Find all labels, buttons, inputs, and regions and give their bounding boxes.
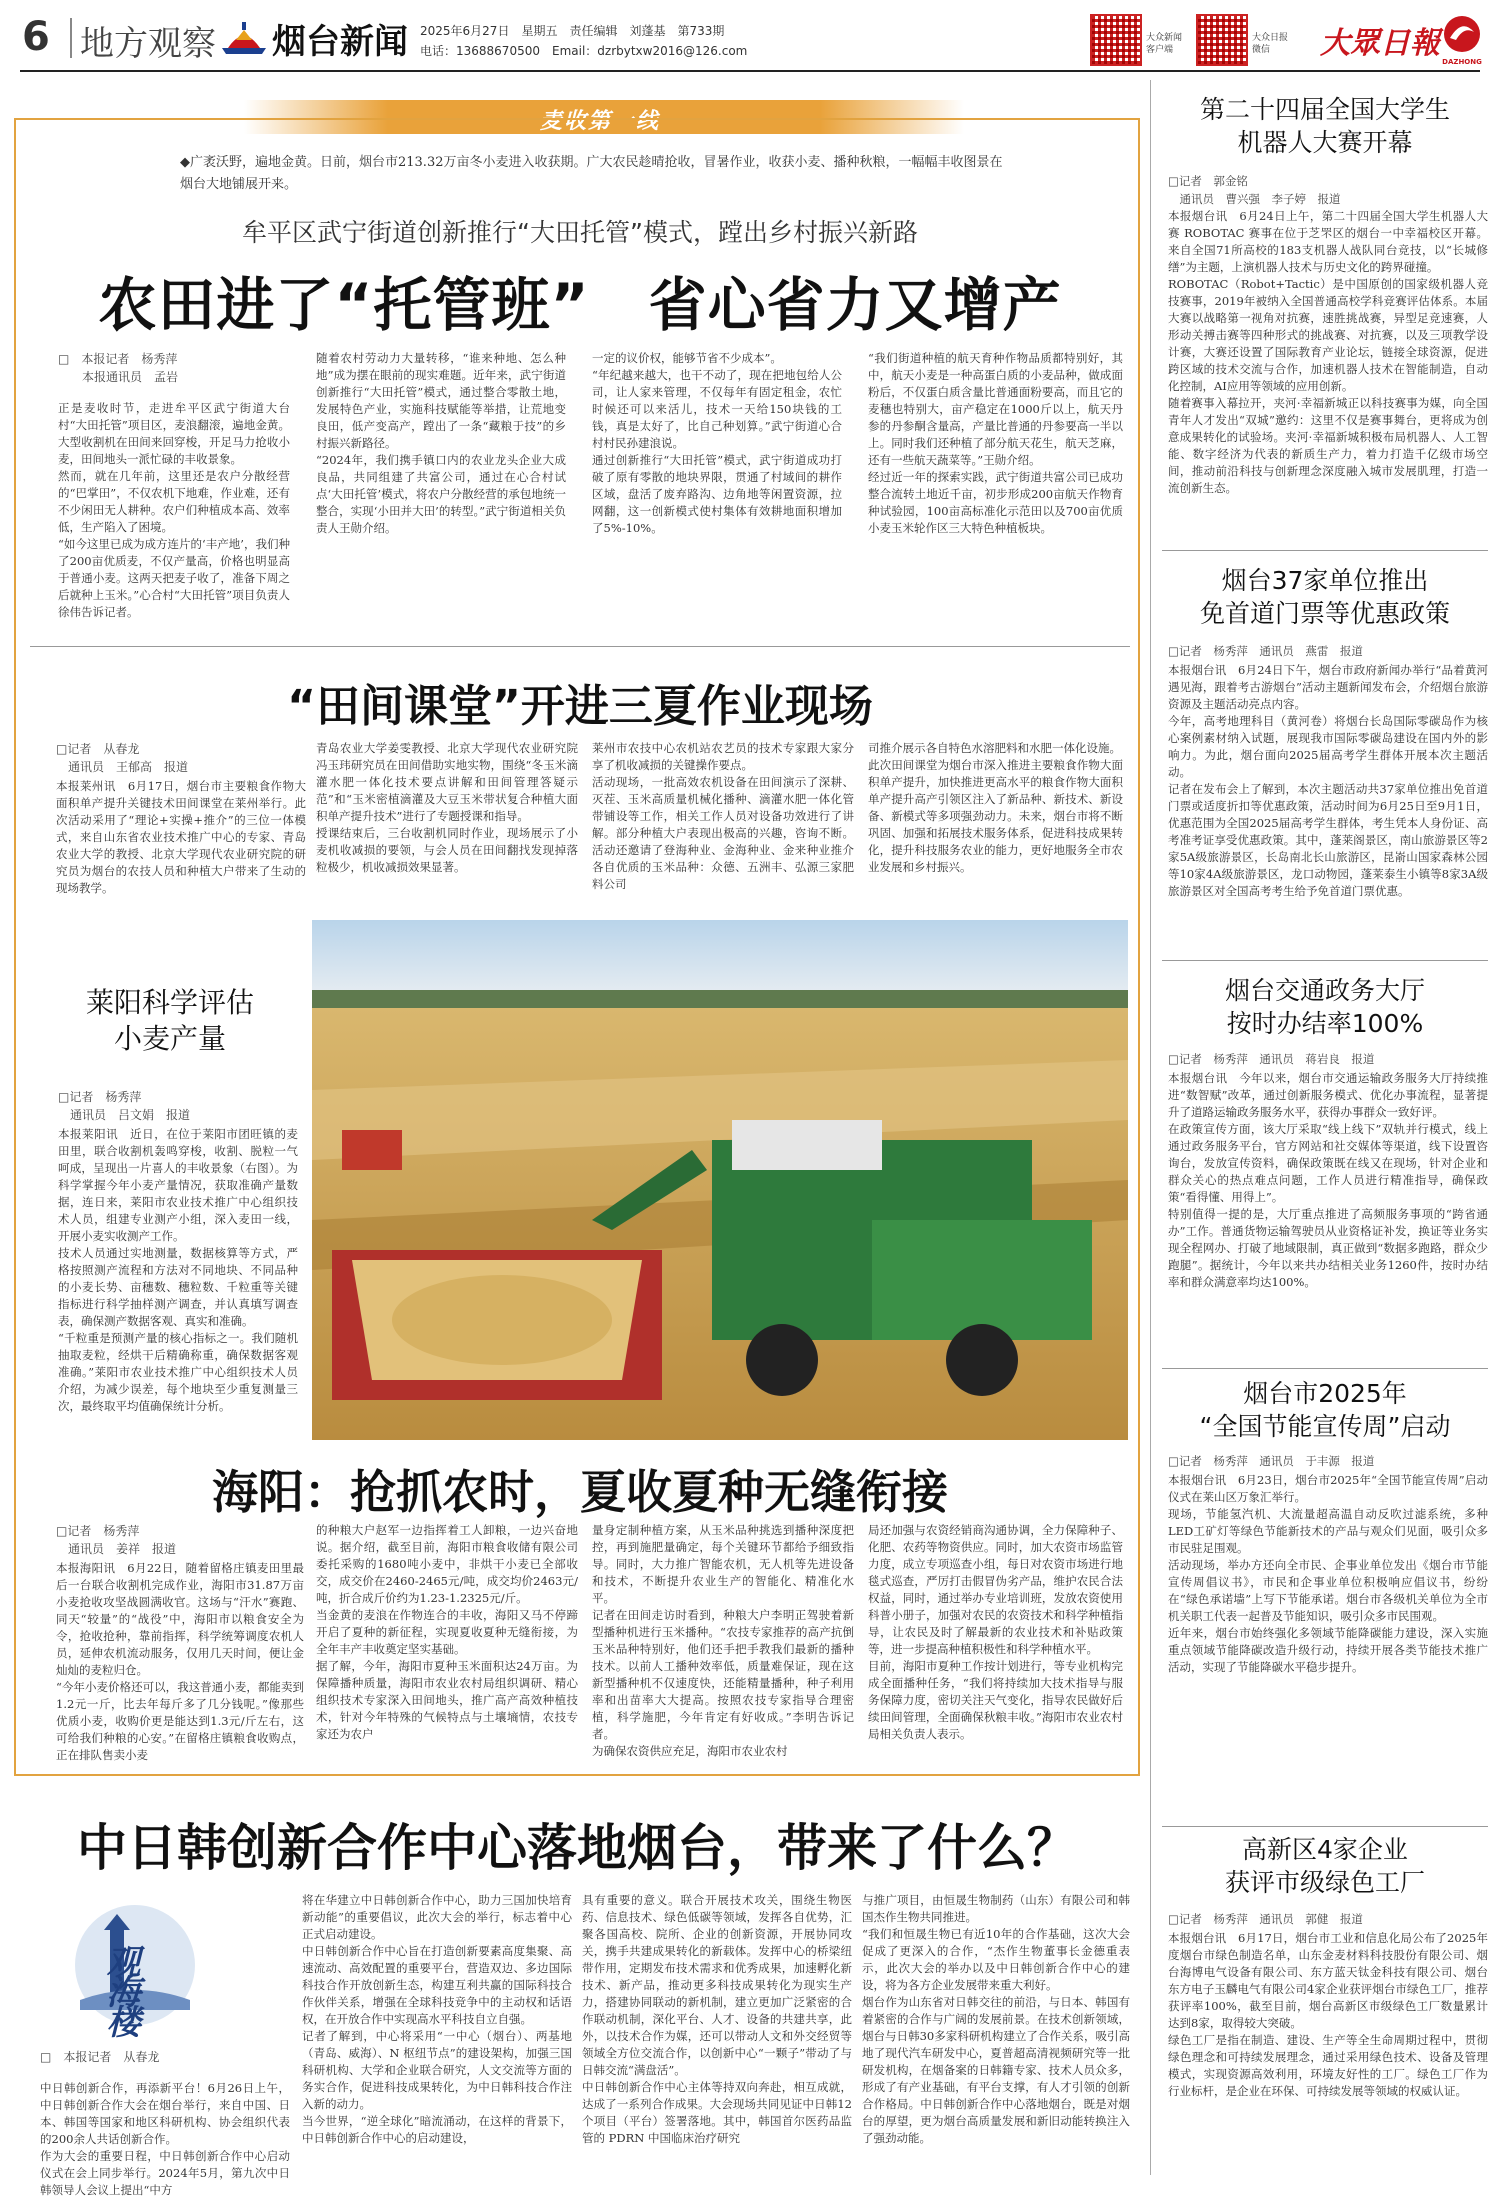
story2-col3: 莱州市农技中心农机站农艺员的技术专家跟大家分享了机收减损的关键操作要点。 活动现场，一批高效农机设备在田间演示了深耕、灭茬、玉米高质量机械化播种、滴灌水肥一体化管带铺设等工作，相关工作人员对设备功效进行了讲解。部分种植大户表现出极高的兴趣，咨询不断。活动还邀请了登海种业、金海种业、金来种业推介各自优质的玉米品种：众德、五洲丰、弘源三家肥料公司	[592, 741, 854, 891]
side4-headline: 烟台市2025年 “全国节能宣传周”启动	[1199, 1379, 1451, 1441]
banner-label: 麦收第一线	[539, 109, 660, 134]
qr1-caption: 大众新闻 客户端	[1146, 33, 1183, 55]
story4-col2: 的种粮大户赵军一边指挥着工人卸粮，一边兴奋地说。据介绍，截至目前，海阳市粮食收储有限公司委托采购的1680吨小麦中，非烘干小麦已全部收交，成交价在2460-2465元/吨，成交均价2463元/吨，折合成斤价约为1.23-1.2325元/斤。 当金黄的麦浪在作物连合的丰收，海阳又马不停蹄开启了夏种的新征程，实现夏收夏种无缝衔接，为全年丰产丰收奠定坚实基础。 据了解，今年，海阳市夏种玉米面积达24万亩。为保障播种质量，海阳市农业农村局组织调研、精心组织技术专家深入田间地头，推广高产高效种植技术，针对今年特殊的气候特点与土壤墒情，农技专家还为农户	[316, 1523, 578, 1741]
story5-byline: □ 本报记者 从春龙	[40, 2050, 160, 2064]
masthead: 大眾日報	[1320, 26, 1440, 61]
side4-body: 本报烟台讯 6月23日，烟台市2025年“全国节能宣传周”启动仪式在莱山区万象汇举行。 现场，节能氢汽机、大流量超高温自动反吹过滤系统，多种LED工矿灯等绿色节能新技术的产品与观众们见面，吸引众多市民驻足围观。 活动现场，举办方还向全市民、企事业单位发出《烟台市节能宣传周倡议书》，市民和企事业单位积极响应倡议书，纷纷在“绿色承诺墙”上写下节能承诺。烟台市各级机关单位为全市机关职工代表一起普及节能知识，吸引众多市民围观。 近年来，烟台市始终强化多领域节能降碳能力建设，深入实施重点领域节能降碳改造升级行动，持续开展各类节能技术推广活动，实现了节能降碳水平稳步提升。	[1168, 1473, 1488, 1674]
story2-byline: □记者 从春龙 通讯员 王郁高 报道	[56, 742, 189, 774]
story5-col3: 具有重要的意义。联合开展技术攻关，围绕生物医药、信息技术、绿色低碳等领域，发挥各自优势，汇聚各国高校、院所、企业的创新资源，开展协同攻关，携手共建成果转化的新载体。发挥中心的桥梁纽带作用，定期发布技术需求和优秀成果，加速孵化新技术、新产品，推动更多科技成果转化为现实生产力，搭建协同联动的新机制，建立更加广泛紧密的合作联动机制，深化平台、人才、设备的共建共享，此外，以技术合作为媒，还可以带动人文和外交经贸等领域全方位交流合作，以创新中心“一颗子”带动了与日韩交流“满盘活”。 中日韩创新合作中心主体等持双向奔赴，相互成就，达成了一系列合作成果。大会现场共同见证中日韩12个项目（平台）签署落地。其中，韩国首尔医药品监管的 PDRN 中国临床治疗研究	[582, 1893, 852, 2145]
story1-col4: “我们街道种植的航天育种作物品质都特别好，其中，航天小麦是一种高蛋白质的小麦品种，做成面粉后，不仅蛋白质含量比普通面粉要高，而且它的麦穗也特别大，亩产稳定在1000斤以上，航天丹参的丹参酮含量高，产量比普通的丹参要高一半以上。同时我们还种植了部分航天花生，航天芝麻，还有一些航天蔬菜等。”王勋介绍。 经过近一年的探索实践，武宁街道共富公司已成功整合流转土地近千亩，初步形成200亩航天作物育种试验园，100亩高标准化示范田以及700亩优质小麦玉米轮作区三大特色种植板块。	[868, 351, 1123, 535]
side1-headline: 第二十四届全国大学生 机器人大赛开幕	[1199, 95, 1450, 157]
date-line: 2025年6月27日 星期五 责任编辑 刘蓬基 第733期	[420, 24, 725, 38]
story1-col2: 随着农村劳动力大量转移，“谁来种地、怎么种地”成为摆在眼前的现实难题。近年来，武宁街道创新推行“大田托管”模式，通过整合零散土地，发展特色产业，实施科技赋能等举措，让荒地变良田，低产变高产，蹚出了一条“藏粮于技”的乡村振兴新路径。 “2024年，我们携手镇口内的农业龙头企业大成良品，共同组建了共富公司，通过在心合村试点‘大田托管’模式，将农户分散经营的承包地统一整合，实现‘小田并大田’的转型。”武宁街道相关负责人王勋介绍。	[316, 351, 566, 535]
qr-code-wechat[interactable]	[1196, 14, 1248, 66]
side2-byline: □记者 杨秀萍 通讯员 燕雷 报道	[1168, 644, 1363, 658]
story3-byline: □记者 杨秀萍 通讯员 吕文娟 报道	[58, 1090, 191, 1122]
story4-headline: 海阳：抢抓农时，夏收夏种无缝衔接	[212, 1465, 948, 1519]
contact-line: 电话：13688670500 Email：dzrbytxw2016@126.com	[420, 44, 748, 58]
story4-col3: 量身定制种植方案，从玉米品种挑选到播种深度把控，再到施肥量确定，每个关键环节都给予细致指导。同时，大力推广智能农机，无人机等先进设备和技术，不断提升农业生产的智能化、精准化水平。 记者在田间走访时看到，种粮大户李明正驾驶着新型播种机进行玉米播种。“农技专家推荐的高产抗倒玉米品种特别好，他们还手把手教我们最新的播种技术。以前人工播种效率低，质量难保证，现在这新型播种机不仅速度快，还能精量播种，种子利用率和出苗率大大提高。按照农技专家指导合理密植，科学施肥，今年肯定有好收成。”李明告诉记者。 为确保农资供应充足，海阳市农业农村	[592, 1523, 854, 1758]
page-number: 6	[22, 14, 50, 60]
story2-col1: 本报莱州讯 6月17日，烟台市主要粮食作物大面积单产提升关键技术田间课堂在莱州举行。此次活动采用了“理论+实操+推介”的三位一体模式，来自山东省农业技术推广中心的专家、青岛农业大学的教授、北京大学现代农业研究院的研究员为烟台的农技人员和种植大户带来了生动的现场教学。	[56, 779, 306, 895]
side1-body: 本报烟台讯 6月24日上午，第二十四届全国大学生机器人大赛 ROBOTAC 赛事在位于芝罘区的烟台一中幸福校区开幕。来自全国71所高校的183支机器人战队同台竞技，以“长城修缮”为主题，上演机器人技术与历史文化的跨界碰撞。 ROBOTAC（Robot+Tactic）是中国原创的国家级机器人竞技赛事，2019年被纳入全国普通高校学科竞赛评估体系。本届大赛以战略第一视角对抗赛，速胜挑战赛，异型足竞速赛，人形动关搏击赛等四种形式的挑战赛、对抗赛，以及三项教学设计赛，大赛还设置了国际教育产业论坛，链接全球资源，促进跨区域的技术交流与合作，加速机器人技术在智能制造，自动化控制，AI应用等领域的应用创新。 随着赛事入幕拉开，夹河·幸福新城正以科技赛事为媒，向全国青年人才发出“双城”邀约：这里不仅是赛事舞台，更将成为创意成果转化的试验场。夹河·幸福新城积极布局机器人、人工智能、数字经济为代表的新质生产力，着力打造千亿级市场空间，推动前沿科技与创新理念深度融入城市发展肌理，打造一流创新生态。	[1168, 209, 1488, 495]
lead-caption: ◆广袤沃野，遍地金黄。日前，烟台市213.32万亩冬小麦进入收获期。广大农民趁晴抢收，冒暑作业，收获小麦、播种秋粮，一幅幅丰收图景在烟台大地铺展开来。	[180, 155, 1003, 192]
story5-headline: 中日韩创新合作中心落地烟台，带来了什么？	[77, 1819, 1077, 1877]
column-logo: 观海楼	[100, 1944, 140, 2034]
story1-headline: 农田进了“托管班” 省心省力又增产	[98, 271, 1062, 339]
side5-headline: 高新区4家企业 获评市级绿色工厂	[1224, 1835, 1425, 1897]
qr-code-client[interactable]	[1090, 14, 1142, 66]
story2-col2: 青岛农业大学姜雯教授、北京大学现代农业研究院冯玉玮研究员在田间借助实地实物，围绕“冬玉米滴灌水肥一体化技术要点讲解和田间管理答疑示范”和“玉米密植滴灌及大豆玉米带状复合种植大面积单产提升技术”进行了专题授课和指导。 授课结束后，三台收割机同时作业，现场展示了小麦机收减损的要领，与会人员在田间翻找发现掉落粒极少，机收减损效果显著。	[316, 741, 578, 874]
side3-headline: 烟台交通政务大厅 按时办结率100%	[1224, 976, 1425, 1038]
story5-col4: 与推广项目，由恒晟生物制药（山东）有限公司和韩国杰作生物共同推进。 “我们和恒晟生物已有近10年的合作基础，这次大会促成了更深入的合作，“杰作生物董事长金德重表示，此次大会的举办以及中日韩创新合作中心的建设，将为各方企业发展带来重大利好。 烟台作为山东省对日韩交往的前沿，与日本、韩国有着紧密的合作与广阔的发展前景。在技术创新领域，烟台与日韩30多家科研机构建立了合作关系，吸引高地了现代汽车研发中心，夏普超高清视频研究等一批研发机构，在烟备案的日韩籍专家、技术人员众多，形成了有产业基础，有平台支撑，有人才引领的创新合作格局。中日韩创新合作中心落地烟台，既是对烟台的厚望，更为烟台高质量发展和新旧动能转换注入了强劲动能。	[862, 1893, 1130, 2145]
side1-byline: □记者 郭金铭 通讯员 曹兴强 李子婷 报道	[1168, 174, 1341, 206]
story1-col3: 一定的议价权，能够节省不少成本”。 “年纪越来越大，也干不动了，现在把地包给人公司，让人家来管理，不仅每年有固定租金，农忙时候还可以来活儿，技术一天给150块钱的工钱，真是太好了，比自己种划算。”武宁街道心合村村民孙建浪说。 通过创新推行“大田托管”模式，武宁街道成功打破了原有零散的地块界限，贯通了村域间的耕作区域，盘活了废弃路沟、边角地等闲置资源，拉网翻，这一创新模式使村集体有效耕地面积增加了5%-10%。	[592, 351, 842, 535]
story5-col2: 将在华建立中日韩创新合作中心，助力三国加快培育新动能”的重要倡议，此次大会的举行，标志着中心正式启动建设。 中日韩创新合作中心旨在打造创新要素高度集聚、高速流动、高效配置的重要平台，营造双边、多边国际科技合作开放创新生态，构建互利共赢的国际科技合作伙伴关系，增强在全球科技竞争中的主动权和话语权，在开放合作中实现高水平科技自立自强。 记者了解到，中心将采用“一中心（烟台）、两基地（青岛、威海）、N 枢纽节点”的建设架构，加强三国科研机构、大学和企业联合研究，人文交流等方面的务实合作，促进科技成果转化，为中日韩科技合作注入新的动力。 当今世界，“逆全球化”暗流涌动，在这样的背景下，中日韩创新合作中心的启动建设，	[302, 1893, 572, 2145]
story4-col1: 本报海阳讯 6月22日，随着留格庄镇麦田里最后一台联合收割机完成作业，海阳市31.87万亩小麦抢收攻坚战圆满收官。这场与“汗水”赛跑、同天“较量”的“战役”中，海阳市以粮食安全为令，抢收抢种，靠前指挥，科学统筹调度农机人员，延伸农机流动服务，仅用几天时间，便让金灿灿的麦粒归仓。 “今年小麦价格还可以，我这普通小麦，都能卖到1.2元一斤，比去年每斤多了几分钱呢。”像那些优质小麦，收购价更是能达到1.3元/斤左右，这可给我们种粮的心安。”在留格庄镇粮食收购点，正在排队售卖小麦	[56, 1561, 304, 1762]
story2-headline: “田间课堂”开进三夏作业现场	[287, 681, 873, 732]
story4-col4: 局还加强与农资经销商沟通协调，全力保障种子、化肥、农药等物资供应。同时，加大农资市场监管力度，成立专项巡查小组，每日对农资市场进行地毯式巡查，严厉打击假冒伪劣产品，维护农民合法权益，同时，通过举办专业培训班，发放农资使用科普小册子，加强对农民的农资技术和科学种植指导，让农民及时了解最新的农业技术和补贴政策等，进一步提高种植积极性和科学种植水平。 目前，海阳市夏种工作按计划进行，等专业机构完成全面播种任务，“我们将持续加大技术指导与服务保障力度，密切关注天气变化，指导农民做好后续田间管理，全面确保秋粮丰收。”海阳市农业农村局相关负责人表示。	[868, 1523, 1123, 1741]
yantai-temple-logo-icon	[218, 18, 270, 56]
story4-byline: □记者 杨秀萍 通讯员 姜祥 报道	[56, 1524, 177, 1556]
brand-sub: DAZHONG	[1442, 58, 1482, 66]
story1-byline: □ 本报记者 杨秀萍 本报通讯员 孟岩	[58, 352, 179, 384]
side3-body: 本报烟台讯 今年以来，烟台市交通运输政务服务大厅持续推进“数智赋”改革，通过创新服务模式、优化办事流程，显著提升了道路运输政务服务水平，获得办事群众一致好评。 在政策宣传方面，该大厅采取“线上线下”双轨并行模式，线上通过政务服务平台，官方网站和社交媒体等渠道，线下设置咨询台，发放宣传资料，确保政策既在线又在现场，针对企业和群众关心的热点难点问题，工作人员进行精准指导，确保政策“看得懂、用得上”。 特别值得一提的是，大厅重点推进了高频服务事项的“跨省通办”工作。普通货物运输驾驶员从业资格证补发，换证等业务实现全程网办、打破了地域限制，真正做到“数据多跑路，群众少跑腿”。据统计，今年以来共办结相关业务1260件，按时办结率和群众满意率均达100%。	[1168, 1071, 1488, 1289]
side5-body: 本报烟台讯 6月17日，烟台市工业和信息化局公布了2025年度烟台市绿色制造名单，山东金麦材料科技股份有限公司、烟台海博电气设备有限公司、东方蓝天钛金科技有限公司、烟台东方电子玉麟电气有限公司4家企业获评烟台市绿色工厂，推荐获评率100%，截至目前，烟台高新区市级绿色工厂数量累计达到8家，取得较大突破。 绿色工厂是指在制造、建设、生产等全生命周期过程中，贯彻绿色理念和可持续发展理念，通过采用绿色技术、设备及管理模式，实现资源高效利用，环境友好性的工厂。绿色工厂作为行业标杆，是企业在环保、可持续发展等领域的权威认证。	[1168, 1931, 1488, 2098]
story5-col1: 中日韩创新合作，再添新平台！6月26日上午，中日韩创新合作大会在烟台举行，来自中国、日本、韩国等国家和地区科研机构、协会组织代表的200余人共话创新合作。 作为大会的重要日程，中日韩创新合作中心启动仪式在会上同步举行。2024年5月，第九次中日韩领导人会议上提出“中方	[40, 2081, 290, 2197]
story2-col4: 司推介展示各自特色水溶肥料和水肥一体化设施。 此次田间课堂为烟台市深入推进主要粮食作物大面积单产提升，加快推进更高水平的粮食作物大面积单产提升高产引领区注入了新品种、新技术、新设备、新模式等多项强劲动力。未来，烟台市将不断巩固、加强和拓展技术服务体系，促进科技成果转化，提升科技服务农业的能力，更好地服务全市农业发展和乡村振兴。	[868, 741, 1123, 874]
story3-body: 本报莱阳讯 近日，在位于莱阳市团旺镇的麦田里，联合收割机轰鸣穿梭，收割、脱粒一气呵成，呈现出一片喜人的丰收景象（右图）。为科学掌握今年小麦产量情况，获取准确产量数据，连日来，莱阳市农业技术推广中心组织技术人员，组建专业测产小组，深入麦田一线，开展小麦实收测产工作。 技术人员通过实地测量，数据核算等方式，严格按照测产流程和方法对不同地块、不同品种的小麦长势、亩穗数、穗粒数、千粒重等关键指标进行科学抽样测产调查，并认真填写调查表，确保测产数据客观、真实和准确。 “千粒重是预测产量的核心指标之一。我们随机抽取麦粒，经烘干后精确称重，确保数据客观准确。”莱阳市农业技术推广中心组织技术人员介绍，为减少误差，每个地块至少重复测量三次，最终取平均值确保统计分析。	[58, 1127, 298, 1413]
story1-kicker: 牟平区武宁街道创新推行“大田托管”模式，蹚出乡村振兴新路	[242, 218, 918, 247]
side5-byline: □记者 杨秀萍 通讯员 郭健 报道	[1168, 1912, 1363, 1926]
section-title: 地方观察	[80, 24, 216, 64]
side2-body: 本报烟台讯 6月24日下午，烟台市政府新闻办举行“品着黄河遇见海，跟着考古游烟台”活动主题新闻发布会，介绍烟台旅游资源及主题活动亮点内容。 今年，高考地理科目（黄河卷）将烟台长岛国际零碳岛作为核心案例素材纳入试题，展现我市国际零碳岛建设在国内外的影响力。为此，烟台面向2025届高考学生群体开展本次主题活动。 记者在发布会上了解到，本次主题活动共37家单位推出免首道门票或适度折扣等优惠政策，活动时间为6月25日至9月1日，优惠范围为全国2025届高考学生群体，考生凭本人身份证、高考准考证享受优惠政策。其中，蓬莱阁景区，南山旅游景区等2家5A级旅游景区，长岛南北长山旅游区，昆嵛山国家森林公园等10家4A级旅游景区，龙口动物园，蓬莱泰生小镇等8家3A级旅游景区对全国高考考生给予免首道门票优惠。	[1168, 663, 1488, 898]
story1-col1: 正是麦收时节，走进牟平区武宁街道大台村“大田托管”项目区，麦浪翻滚，遍地金黄。大型收割机在田间来回穿梭，开足马力抢收小麦，田间地头一派忙碌的丰收景象。 然而，就在几年前，这里还是农户分散经营的“巴掌田”，不仅农机下地难，作业难，还有不少闲田无人耕种。农户们种植成本高、效率低，生产陷入了困境。 “如今这里已成为成方连片的‘丰产地’，我们种了200亩优质麦，不仅产量高，价格也明显高于普通小麦。这两天把麦子收了，准备下周之后就种上玉米。”心合村“大田托管”项目负责人徐伟告诉记者。	[58, 401, 290, 619]
edition-title: 烟台新闻	[272, 22, 408, 62]
dazhong-logo-icon	[1440, 14, 1484, 58]
qr2-caption: 大众日报 微信	[1252, 33, 1289, 55]
story3-headline: 莱阳科学评估 小麦产量	[85, 986, 254, 1056]
harvest-photo	[312, 920, 1128, 1440]
side3-byline: □记者 杨秀萍 通讯员 蒋岩良 报道	[1168, 1052, 1375, 1066]
side2-headline: 烟台37家单位推出 免首道门票等优惠政策	[1199, 566, 1450, 628]
side4-byline: □记者 杨秀萍 通讯员 于丰源 报道	[1168, 1454, 1375, 1468]
